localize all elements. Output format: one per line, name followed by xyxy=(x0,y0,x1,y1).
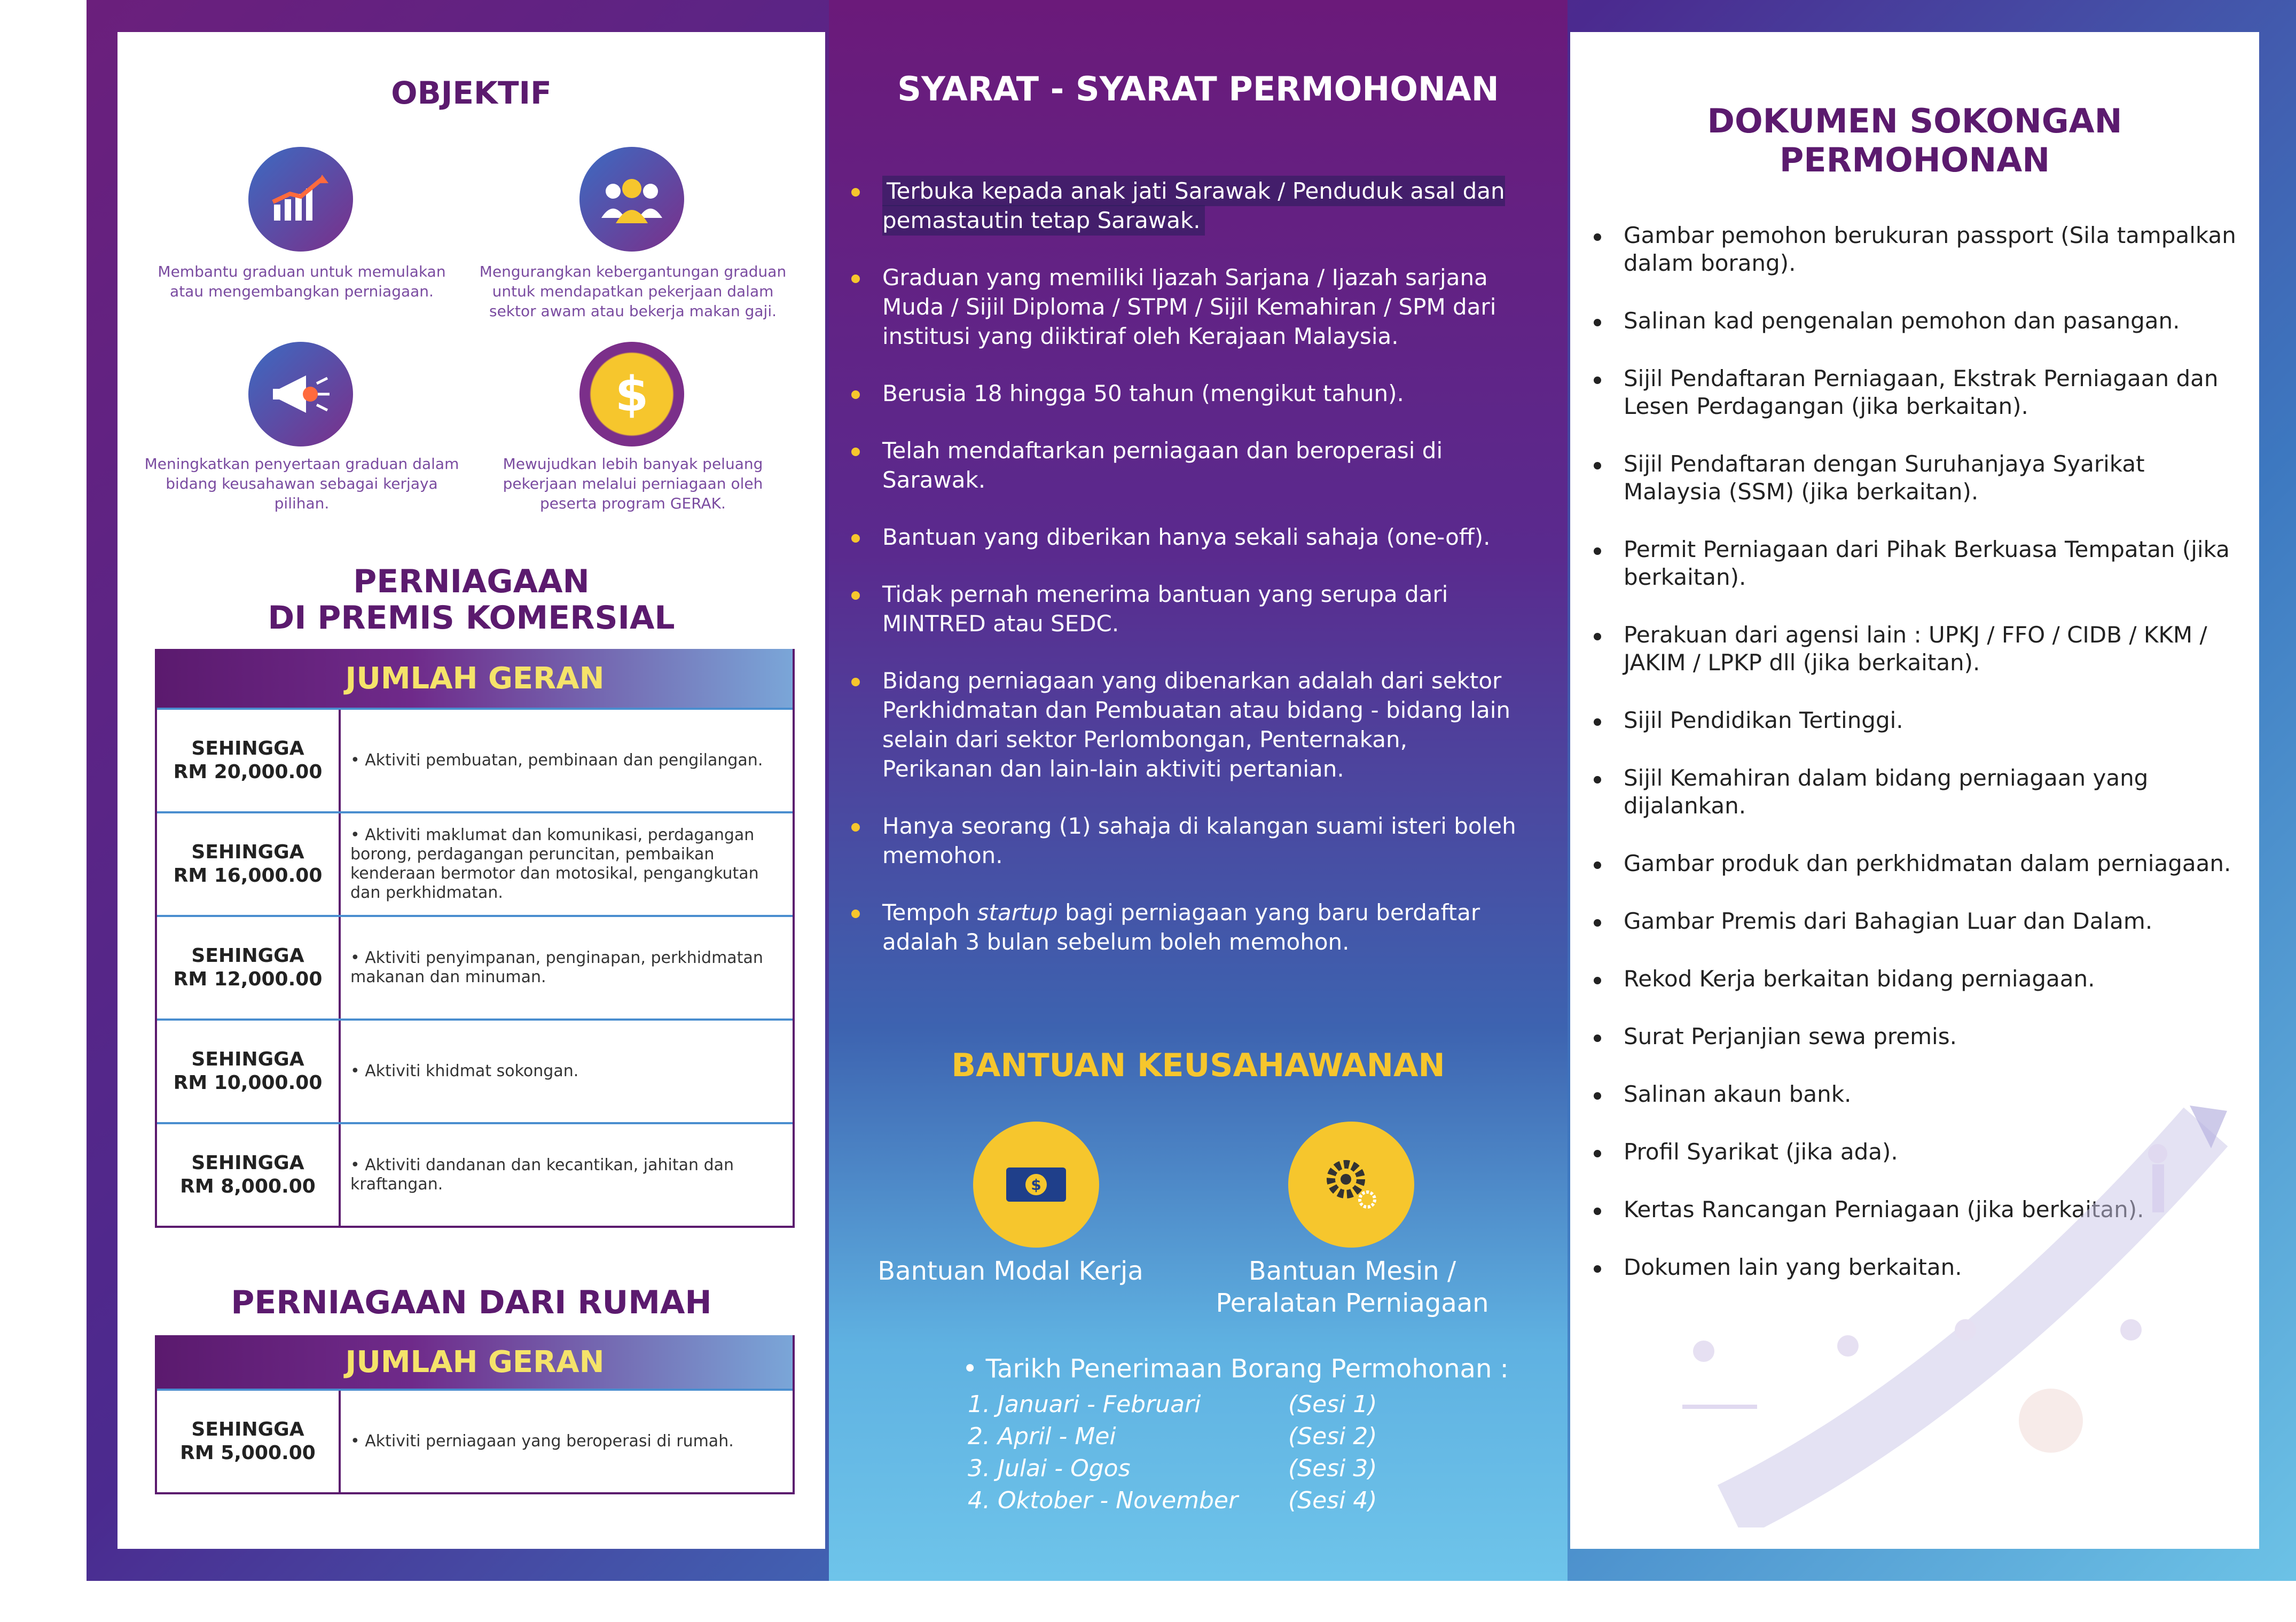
grant-label: SEHINGGA xyxy=(191,841,304,863)
grant-label: SEHINGGA xyxy=(191,1048,304,1070)
list-item: Kertas Rancangan Perniagaan (jika berkaitan). xyxy=(1624,1196,2238,1224)
list-item: Tidak pernah menerima bantuan yang serupa dari MINTRED atau SEDC. xyxy=(882,579,1523,638)
premis-table-header: JUMLAH GERAN xyxy=(157,649,793,708)
grant-amount: RM 8,000.00 xyxy=(180,1176,316,1197)
list-item xyxy=(968,1389,1377,1421)
list-item xyxy=(882,898,1523,957)
table-row xyxy=(157,1389,793,1492)
grant-description: • Aktiviti penyimpanan, penginapan, perkhidmatan makanan dan minuman. xyxy=(350,949,763,986)
sesi-months: 3. Julai - Ogos xyxy=(968,1455,1131,1482)
left-panel xyxy=(117,32,825,1549)
list-item xyxy=(882,176,1523,235)
grant-label: SEHINGGA xyxy=(191,1152,304,1174)
dokumen-title: DOKUMEN SOKONGAN PERMOHONAN xyxy=(1707,101,2122,179)
list-item: Bidang perniagaan yang dibenarkan adalah dari sektor Perkhidmatan dan Pembuatan atau bidang - bidang lain selain dari sektor Perlombongan, Penternakan, Perikanan dan lain-lain aktiviti pertanian. xyxy=(882,666,1523,783)
list-item: Gambar pemohon berukuran passport (Sila tampalkan dalam borang). xyxy=(1624,222,2238,277)
grant-label: SEHINGGA xyxy=(191,1419,304,1440)
list-item: Sijil Pendaftaran dengan Suruhanjaya Syarikat Malaysia (SSM) (jika berkaitan). xyxy=(1624,450,2238,506)
money-icon xyxy=(973,1122,1099,1248)
table-row xyxy=(157,708,793,811)
syarat-last-suffix: bagi perniagaan yang baru berdaftar adalah 3 bulan sebelum boleh memohon. xyxy=(882,899,1480,955)
bantuan-mesin-line2: Peralatan Perniagaan xyxy=(1216,1288,1489,1318)
syarat-last-prefix: Tempoh xyxy=(882,899,977,926)
list-item xyxy=(968,1453,1377,1485)
list-item: Salinan kad pengenalan pemohon dan pasangan. xyxy=(1624,307,2238,335)
table-row xyxy=(157,915,793,1018)
table-row xyxy=(157,1122,793,1226)
sesi-label: (Sesi 1) xyxy=(1288,1391,1377,1418)
syarat-item-1: Terbuka kepada anak jati Sarawak / Penduduk asal dan pemastautin tetap Sarawak. xyxy=(882,176,1505,236)
premis-table xyxy=(155,649,795,1228)
syarat-list xyxy=(882,176,1523,984)
premis-title-line2: DI PREMIS KOMERSIAL xyxy=(268,599,675,637)
sesi-months: 2. April - Mei xyxy=(968,1423,1116,1450)
grant-amount: RM 16,000.00 xyxy=(173,865,323,887)
grant-description: • Aktiviti khidmat sokongan. xyxy=(350,1062,579,1080)
grant-label: SEHINGGA xyxy=(191,945,304,967)
grant-amount-cell xyxy=(157,710,341,811)
table-row xyxy=(157,1018,793,1122)
bantuan-title: BANTUAN KEUSAHAWANAN xyxy=(951,1047,1445,1084)
grant-amount: RM 10,000.00 xyxy=(173,1072,323,1094)
rumah-table xyxy=(155,1335,795,1494)
list-item: Salinan akaun bank. xyxy=(1624,1080,2238,1108)
list-item: Dokumen lain yang berkaitan. xyxy=(1624,1253,2238,1281)
grant-amount: RM 5,000.00 xyxy=(180,1442,316,1464)
list-item: Permit Perniagaan dari Pihak Berkuasa Tempatan (jika berkaitan). xyxy=(1624,536,2238,591)
grant-amount-cell xyxy=(157,1124,341,1226)
grant-amount-cell xyxy=(157,813,341,915)
grant-amount-cell xyxy=(157,1021,341,1122)
syarat-title: SYARAT - SYARAT PERMOHONAN xyxy=(897,69,1499,108)
grant-amount-cell xyxy=(157,917,341,1018)
grant-description: • Aktiviti pembuatan, pembinaan dan pengilangan. xyxy=(350,751,763,770)
grant-description: • Aktiviti perniagaan yang beroperasi di rumah. xyxy=(350,1432,734,1451)
objektif-text-3: Meningkatkan penyertaan graduan dalam bidang keusahawan sebagai kerjaya pilihan. xyxy=(144,455,459,512)
grant-description: • Aktiviti maklumat dan komunikasi, perdagangan borong, perdagangan peruncitan, pembaikan kenderaan bermotor dan motosikal, pengangkutan dan perkhidmatan. xyxy=(350,826,759,902)
megaphone-icon xyxy=(248,342,353,446)
grant-label: SEHINGGA xyxy=(191,738,304,759)
premis-title xyxy=(117,563,825,636)
sesi-label: (Sesi 2) xyxy=(1288,1423,1377,1450)
gear-icon xyxy=(1288,1122,1414,1248)
rumah-title: PERNIAGAAN DARI RUMAH xyxy=(231,1284,712,1321)
dollar-coin-icon: $ xyxy=(579,342,684,446)
bantuan-mesin-label xyxy=(1192,1255,1513,1319)
list-item: Surat Perjanjian sewa premis. xyxy=(1624,1023,2238,1051)
sesi-months: 1. Januari - Februari xyxy=(968,1391,1201,1418)
syarat-last-em: startup xyxy=(977,899,1058,926)
list-item: Berusia 18 hingga 50 tahun (mengikut tahun). xyxy=(882,379,1523,408)
list-item: Hanya seorang (1) sahaja di kalangan suami isteri boleh memohon. xyxy=(882,811,1523,870)
list-item xyxy=(968,1485,1377,1517)
sesi-label: (Sesi 3) xyxy=(1288,1455,1377,1482)
right-panel xyxy=(1570,32,2259,1549)
sesi-list xyxy=(968,1389,1377,1517)
list-item: Sijil Pendidikan Tertinggi. xyxy=(1624,707,2238,734)
list-item: Gambar Premis dari Bahagian Luar dan Dalam. xyxy=(1624,907,2238,935)
list-item: Bantuan yang diberikan hanya sekali sahaja (one-off). xyxy=(882,522,1523,552)
middle-panel xyxy=(829,0,1568,1581)
grant-amount: RM 20,000.00 xyxy=(173,761,323,783)
list-item: Perakuan dari agensi lain : UPKJ / FFO / CIDB / KKM / JAKIM / LPKP dll (jika berkaitan). xyxy=(1624,621,2238,677)
list-item: Graduan yang memiliki Ijazah Sarjana / Ijazah sarjana Muda / Sijil Diploma / STPM / Sijil Kemahiran / SPM dari institusi yang diiktiraf oleh Kerajaan Malaysia. xyxy=(882,263,1523,351)
chart-up-icon xyxy=(248,147,353,252)
list-item xyxy=(968,1421,1377,1453)
grant-amount-cell xyxy=(157,1391,341,1492)
objektif-text-1: Membantu graduan untuk memulakan atau mengembangkan perniagaan. xyxy=(158,263,446,300)
objektif-title: OBJEKTIF xyxy=(391,75,552,111)
rumah-table-header: JUMLAH GERAN xyxy=(157,1335,793,1389)
grant-amount: RM 12,000.00 xyxy=(173,968,323,990)
premis-title-line1: PERNIAGAAN xyxy=(353,563,590,600)
bantuan-modal-label: Bantuan Modal Kerja xyxy=(877,1256,1143,1286)
svg-text:$: $ xyxy=(1031,1176,1041,1194)
sesi-months: 4. Oktober - November xyxy=(968,1487,1239,1514)
sesi-label: (Sesi 4) xyxy=(1288,1487,1377,1514)
table-row xyxy=(157,811,793,915)
people-icon xyxy=(579,147,684,252)
objektif-text-2: Mengurangkan kebergantungan graduan untuk mendapatkan pekerjaan dalam sektor awam atau bekerja makan gaji. xyxy=(479,263,787,320)
objektif-text-4: Mewujudkan lebih banyak peluang pekerjaan melalui perniagaan oleh peserta program GERAK. xyxy=(503,455,763,512)
list-item: Profil Syarikat (jika ada). xyxy=(1624,1138,2238,1166)
list-item: Sijil Pendaftaran Perniagaan, Ekstrak Perniagaan dan Lesen Perdagangan (jika berkaitan). xyxy=(1624,365,2238,420)
list-item: Sijil Kemahiran dalam bidang perniagaan yang dijalankan. xyxy=(1624,764,2238,820)
tarikh-title: • Tarikh Penerimaan Borang Permohonan : xyxy=(962,1354,1509,1384)
list-item: Telah mendaftarkan perniagaan dan beroperasi di Sarawak. xyxy=(882,436,1523,495)
illustration-people-icon xyxy=(1624,1074,2238,1527)
bantuan-mesin-line1: Bantuan Mesin / xyxy=(1248,1256,1456,1286)
list-item: Rekod Kerja berkaitan bidang perniagaan. xyxy=(1624,965,2238,993)
list-item: Gambar produk dan perkhidmatan dalam perniagaan. xyxy=(1624,850,2238,877)
grant-description: • Aktiviti dandanan dan kecantikan, jahitan dan kraftangan. xyxy=(350,1156,734,1194)
